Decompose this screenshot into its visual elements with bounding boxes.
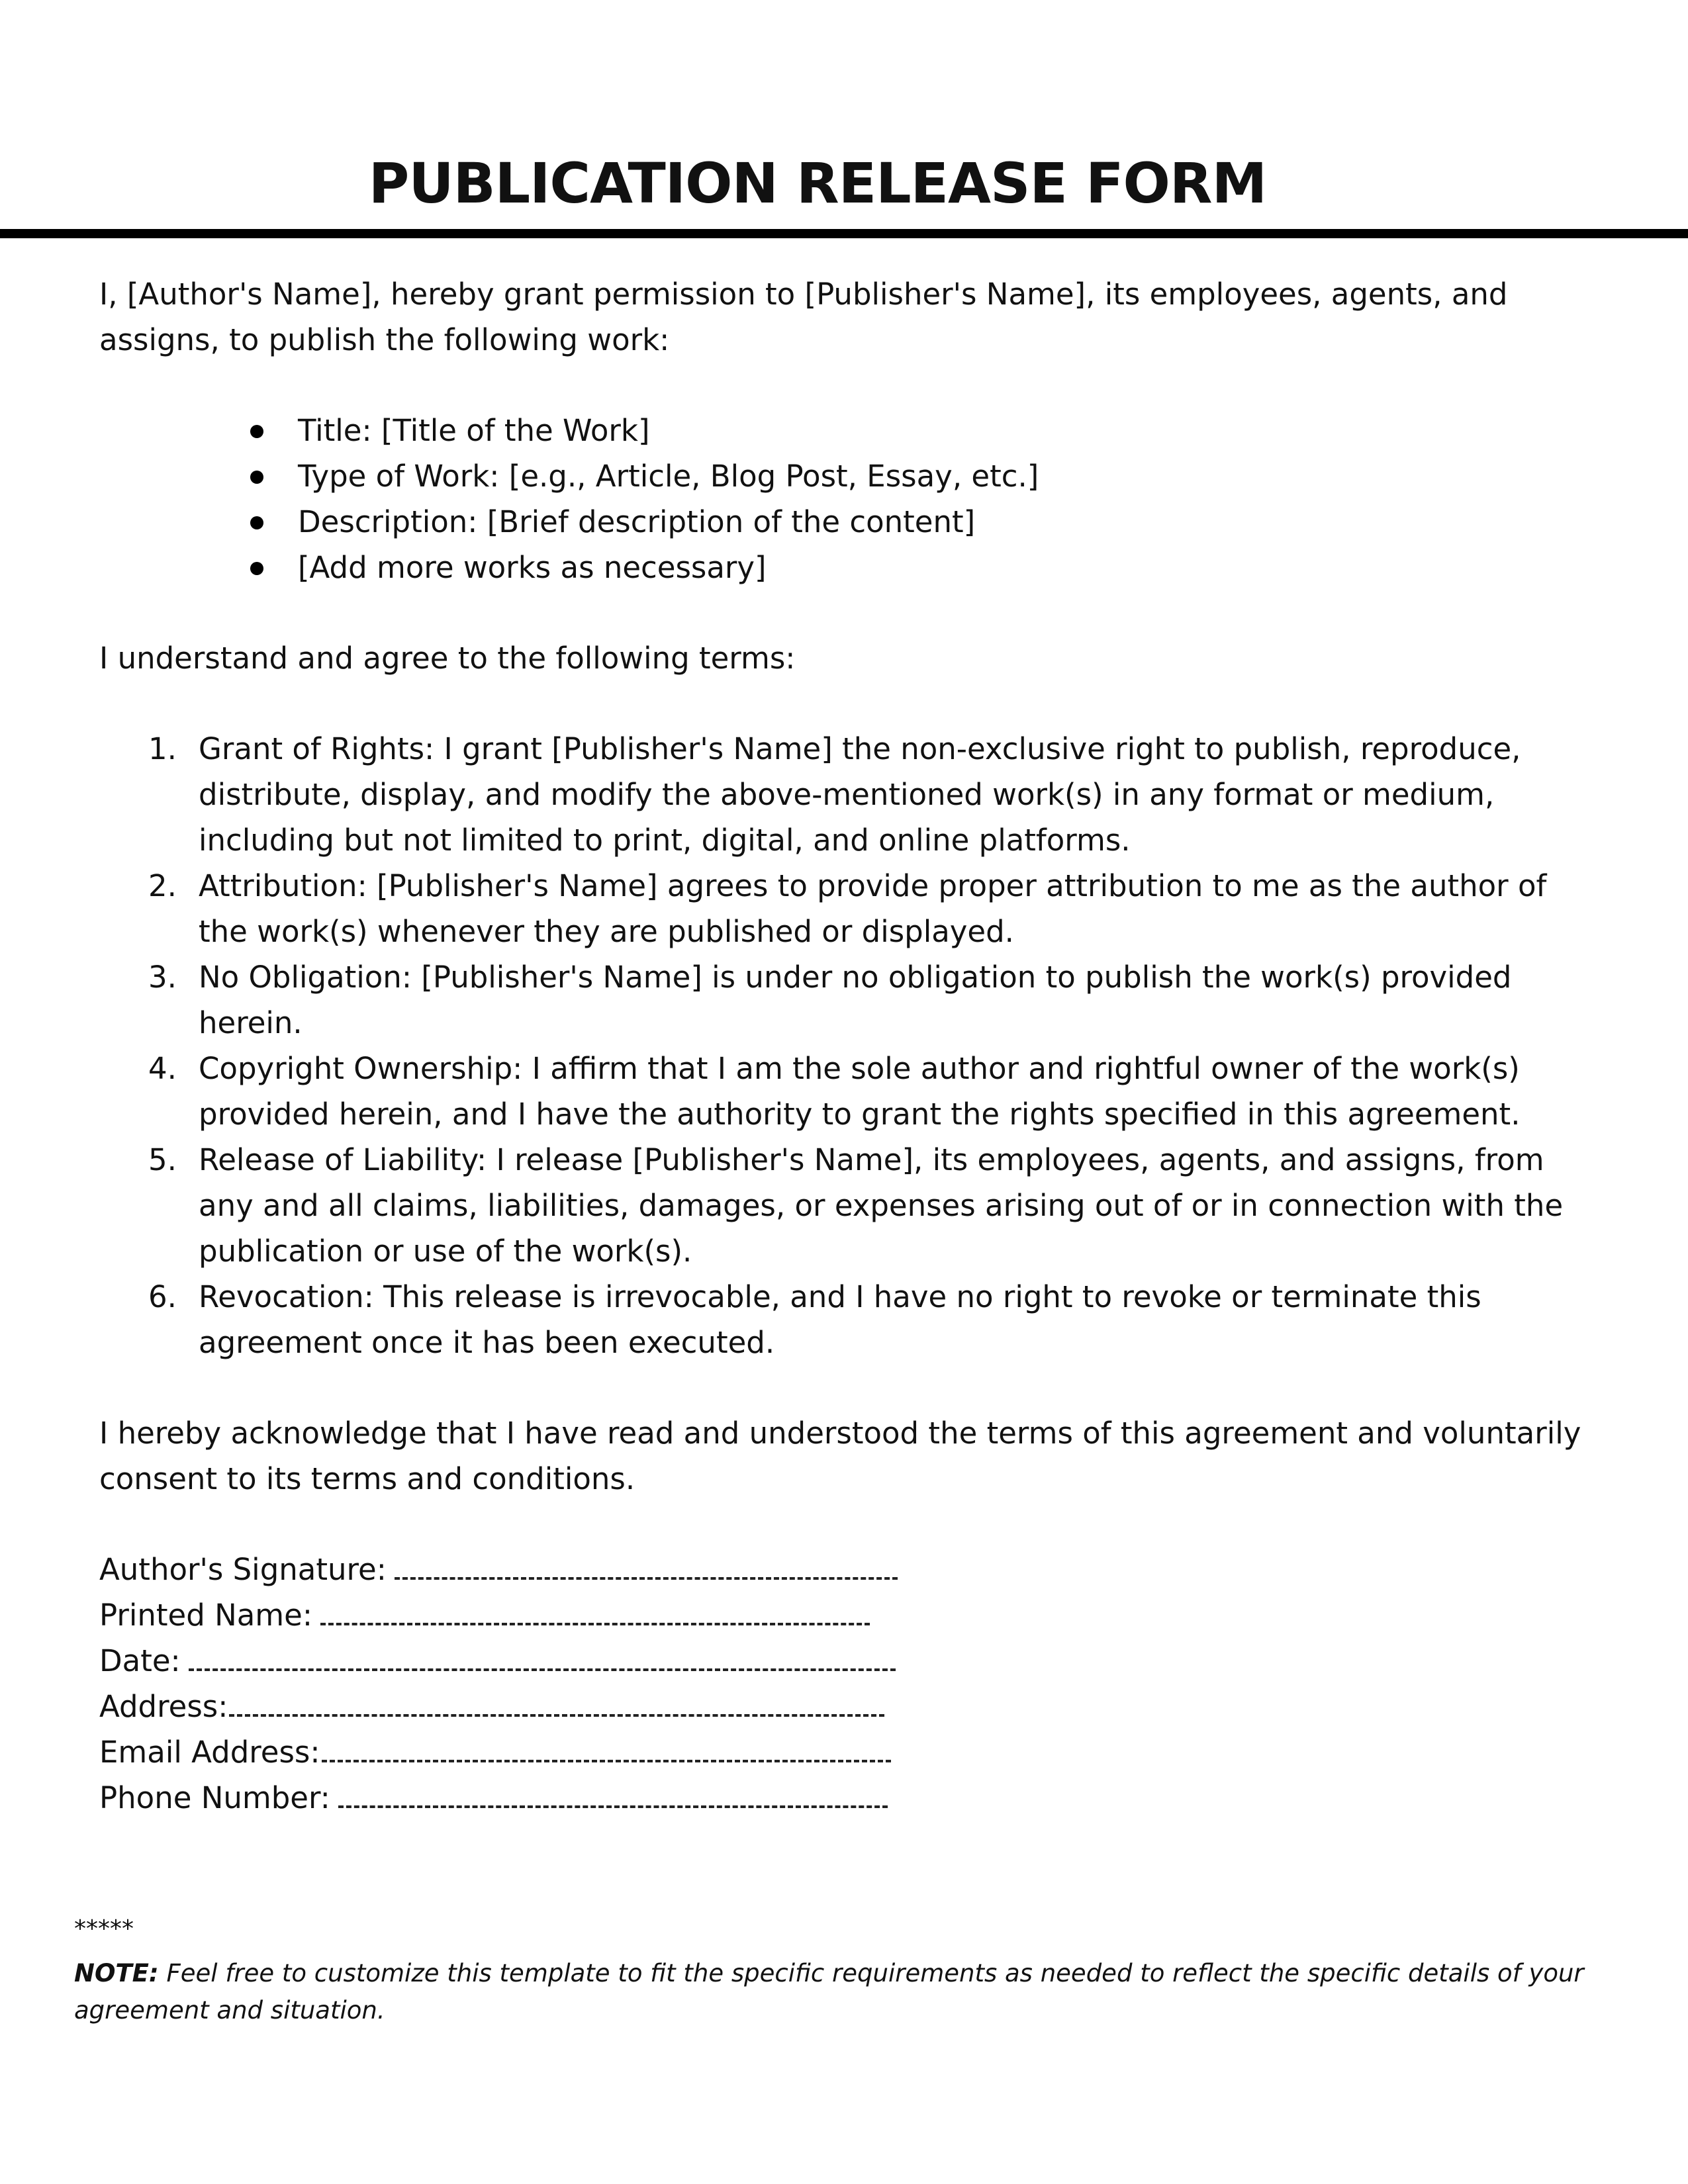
list-item	[298, 408, 1589, 453]
term-text: No Obligation: [Publisher's Name] is under no obligation to publish the work(s) provided herein.	[199, 960, 1512, 1040]
email-address-field-label: Email Address:	[99, 1735, 320, 1770]
list-item-text: Description: [Brief description of the content]	[298, 504, 976, 539]
acknowledgement-paragraph: I hereby acknowledge that I have read and understood the terms of this agreement and voluntarily consent to its terms and conditions.	[99, 1416, 1581, 1496]
term-text: Revocation: This release is irrevocable, and I have no right to revoke or terminate this agreement once it has been executed.	[199, 1279, 1481, 1360]
note-text: Feel free to customize this template to fit the specific requirements as needed to reflect the specific details of your agreement and situation.	[74, 1959, 1584, 2025]
term-item	[148, 1137, 1589, 1274]
list-item	[298, 545, 1589, 590]
page-title: PUBLICATION RELEASE FORM	[368, 151, 1267, 216]
note-paragraph	[74, 1955, 1610, 2029]
list-item	[298, 499, 1589, 545]
signature-block	[99, 1547, 1589, 1821]
bullet-icon	[250, 425, 263, 438]
list-item-text: Type of Work: [e.g., Article, Blog Post, Essay, etc.]	[298, 459, 1039, 494]
form-body	[99, 271, 1589, 1821]
term-item	[148, 1046, 1589, 1137]
signature-field-label: Author's Signature:	[99, 1552, 387, 1587]
email-address-field[interactable]	[99, 1729, 1589, 1775]
term-number: 4.	[148, 1051, 177, 1086]
phone-number-field-label: Phone Number:	[99, 1780, 330, 1815]
term-number: 5.	[148, 1142, 177, 1177]
term-text: Attribution: [Publisher's Name] agrees to provide proper attribution to me as the author of the work(s) whenever they are published or displayed.	[199, 868, 1547, 949]
note-label: NOTE:	[74, 1959, 159, 1987]
address-blank-line[interactable]	[229, 1714, 884, 1717]
term-number: 2.	[148, 868, 177, 903]
works-list	[99, 408, 1589, 590]
title-divider	[0, 229, 1688, 238]
list-item-text: Title: [Title of the Work]	[298, 413, 650, 448]
terms-list	[99, 726, 1589, 1365]
term-text: Grant of Rights: I grant [Publisher's Name] the non-exclusive right to publish, reproduce, distribute, display, and modify the above-mentioned work(s) in any format or medium, including but not limited to print, digital, and online platforms.	[199, 731, 1521, 858]
phone-number-blank-line[interactable]	[338, 1805, 888, 1808]
term-text: Copyright Ownership: I affirm that I am the sole author and rightful owner of the work(s) provided herein, and I have the authority to grant the rights specified in this agreement.	[199, 1051, 1521, 1132]
bullet-icon	[250, 471, 263, 484]
intro-paragraph: I, [Author's Name], hereby grant permission to [Publisher's Name], its employees, agents, and assigns, to publish the following work:	[99, 277, 1508, 357]
list-item	[298, 453, 1589, 499]
printed-name-blank-line[interactable]	[320, 1623, 870, 1625]
address-field[interactable]	[99, 1684, 1589, 1729]
term-item	[148, 863, 1589, 954]
email-address-blank-line[interactable]	[322, 1760, 891, 1762]
signature-field[interactable]	[99, 1547, 1589, 1592]
term-item	[148, 954, 1589, 1046]
term-item	[148, 726, 1589, 863]
date-blank-line[interactable]	[189, 1668, 896, 1671]
printed-name-field-label: Printed Name:	[99, 1598, 312, 1633]
printed-name-field[interactable]	[99, 1592, 1589, 1638]
phone-number-field[interactable]	[99, 1775, 1589, 1821]
separator-stars: *****	[74, 1915, 134, 1942]
term-number: 1.	[148, 731, 177, 766]
terms-intro: I understand and agree to the following terms:	[99, 641, 796, 676]
signature-blank-line[interactable]	[395, 1577, 898, 1580]
date-field-label: Date:	[99, 1643, 181, 1678]
term-number: 3.	[148, 960, 177, 995]
date-field[interactable]	[99, 1638, 1589, 1684]
address-field-label: Address:	[99, 1689, 228, 1724]
term-item	[148, 1274, 1589, 1365]
term-number: 6.	[148, 1279, 177, 1314]
list-item-text: [Add more works as necessary]	[298, 550, 767, 585]
bullet-icon	[250, 562, 263, 575]
bullet-icon	[250, 516, 263, 529]
term-text: Release of Liability: I release [Publisher's Name], its employees, agents, and assigns, from any and all claims, liabilities, damages, or expenses arising out of or in connection with the publication or use of the work(s).	[199, 1142, 1564, 1269]
